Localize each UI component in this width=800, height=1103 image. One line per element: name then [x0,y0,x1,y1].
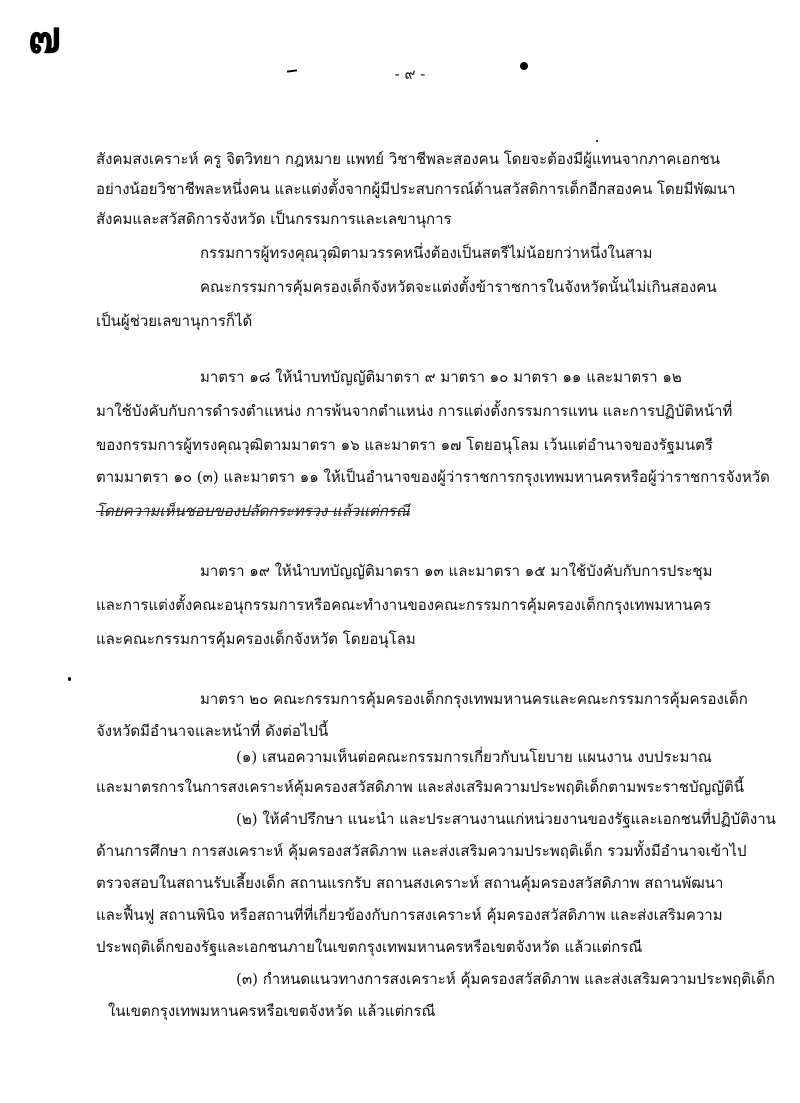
text-line: มาตรา ๒๐ คณะกรรมการคุ้มครองเด็กกรุงเทพมหานครและคณะกรรมการคุ้มครองเด็ก [200,690,748,708]
scan-dot [520,62,528,70]
text-line: มาตรา ๑๙ ให้นำบทบัญญัติมาตรา ๑๓ และมาตรา ๑๕ มาใช้บังคับกับการประชุม [200,562,713,580]
text-line: และคณะกรรมการคุ้มครองเด็กจังหวัด โดยอนุโลม [96,630,416,648]
scan-dot [596,140,598,142]
text-line: และการแต่งตั้งคณะอนุกรรมการหรือคณะทำงานของคณะกรรมการคุ้มครองเด็กกรุงเทพมหานคร [96,596,711,614]
page-number: - ๙ - [394,65,426,83]
scan-mark [287,69,297,72]
text-line: มาตรา ๑๘ ให้นำบทบัญญัติมาตรา ๙ มาตรา ๑๐ มาตรา ๑๑ และมาตรา ๑๒ [200,368,682,386]
text-line: และฟื้นฟู สถานพินิจ หรือสถานที่ที่เกี่ยวข้องกับการสงเคราะห์ คุ้มครองสวัสดิภาพ และส่งเสริมความ [96,906,723,924]
text-line: (๓) กำหนดแนวทางการสงเคราะห์ คุ้มครองสวัสดิภาพ และส่งเสริมความประพฤติเด็ก [236,970,775,988]
text-line: เป็นผู้ช่วยเลขานุการก็ได้ [96,312,253,330]
text-line: (๑) เสนอความเห็นต่อคณะกรรมการเกี่ยวกับนโยบาย แผนงาน งบประมาณ [236,748,712,766]
scan-dot [68,677,71,681]
text-line [96,500,410,522]
text-line: กรรมการผู้ทรงคุณวุฒิตามวรรคหนึ่งต้องเป็นสตรีไม่น้อยกว่าหนึ่งในสาม [200,244,653,262]
text-line: ในเขตกรุงเทพมหานครหรือเขตจังหวัด แล้วแต่กรณี [108,1002,436,1020]
text-line: ตรวจสอบในสถานรับเลี้ยงเด็ก สถานแรกรับ สถานสงเคราะห์ สถานคุ้มครองสวัสดิภาพ สถานพัฒนา [96,874,724,892]
text-line: จังหวัดมีอำนาจและหน้าที่ ดังต่อไปนี้ [96,722,329,740]
text-line: อย่างน้อยวิชาชีพละหนึ่งคน และแต่งตั้งจากผู้มีประสบการณ์ด้านสวัสดิการเด็กอีกสองคน โดยมีพัฒนา [96,180,736,198]
text-line: ประพฤติเด็กของรัฐและเอกชนภายในเขตกรุงเทพมหานครหรือเขตจังหวัด แล้วแต่กรณี [96,938,643,956]
text-line: (๒) ให้คำปรึกษา แนะนำ และประสานงานแก่หน่วยงานของรัฐและเอกชนที่ปฏิบัติงาน [236,810,776,828]
text-line: มาใช้บังคับกับการดำรงตำแหน่ง การพ้นจากตำแหน่ง การแต่งตั้งกรรมการแทน และการปฏิบัติหน้าที่ [96,402,733,420]
text-line: สังคมสงเคราะห์ ครู จิตวิทยา กฎหมาย แพทย์ วิชาชีพละสองคน โดยจะต้องมีผู้แทนจากภาคเอกชน [96,150,720,168]
text-line: และมาตรการในการสงเคราะห์คุ้มครองสวัสดิภาพ และส่งเสริมความประพฤติเด็กตามพระราชบัญญัตินี้ [96,778,745,796]
text-line: คณะกรรมการคุ้มครองเด็กจังหวัดจะแต่งตั้งข้าราชการในจังหวัดนั้นไม่เกินสองคน [200,278,717,296]
text-line: ด้านการศึกษา การสงเคราะห์ คุ้มครองสวัสดิภาพ และส่งเสริมความประพฤติเด็ก รวมทั้งมีอำนาจเข้าไป [96,842,747,860]
text-line: ตามมาตรา ๑๐ (๓) และมาตรา ๑๑ ให้เป็นอำนาจของผู้ว่าราชการกรุงเทพมหานครหรือผู้ว่าราชการจังหวัด [96,468,770,486]
text-line: สังคมและสวัสดิการจังหวัด เป็นกรรมการและเลขานุการ [96,210,452,228]
handwritten-page-mark: ๗ [28,12,62,63]
smeared-text: โดยความเห็นชอบของปลัดกระทรวง แล้วแต่กรณี [96,502,410,520]
text-line: ของกรรมการผู้ทรงคุณวุฒิตามมาตรา ๑๖ และมาตรา ๑๗ โดยอนุโลม เว้นแต่อำนาจของรัฐมนตรี [96,436,713,454]
